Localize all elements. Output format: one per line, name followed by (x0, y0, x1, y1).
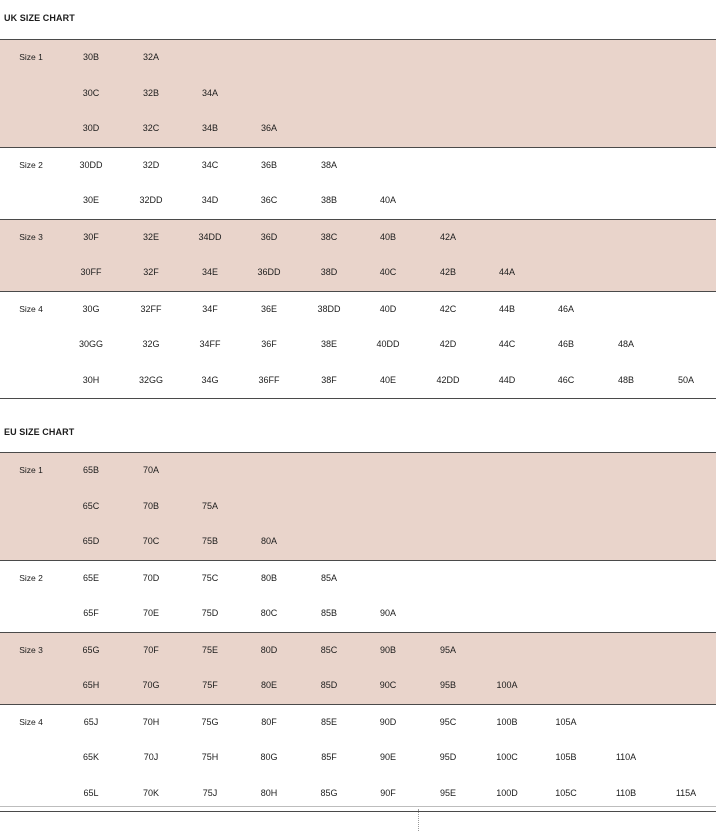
size-cell: 34D (201, 195, 219, 205)
size-group (0, 452, 716, 560)
size-cell: 40DD (376, 339, 400, 349)
size-cell: 42DD (436, 374, 460, 385)
size-cell: 38F (321, 374, 337, 385)
table-row (0, 453, 716, 489)
size-cell: 44B (498, 303, 516, 314)
table-row (0, 148, 716, 184)
size-group (0, 291, 716, 399)
size-cell: 80F (261, 716, 277, 727)
size-cell: 70J (143, 752, 159, 762)
size-cell: 65C (82, 500, 100, 511)
size-cell: 32E (142, 231, 160, 242)
eu-size-table (0, 452, 716, 812)
uk-chart-title: UK SIZE CHART (4, 13, 75, 23)
size-cell: 38B (320, 195, 338, 205)
size-group-label: Size 2 (19, 572, 43, 583)
size-cell: 85A (320, 572, 338, 583)
size-cell: 70G (142, 680, 160, 690)
size-group (0, 632, 716, 704)
size-cell: 42A (439, 231, 457, 242)
size-cell: 70D (142, 572, 160, 583)
size-group (0, 560, 716, 632)
size-cell: 85D (320, 680, 338, 690)
size-cell: 95C (439, 716, 457, 727)
size-cell: 95E (439, 787, 457, 798)
size-cell: 30GG (78, 339, 104, 349)
size-cell: 80G (260, 752, 278, 762)
size-cell: 70K (142, 787, 160, 798)
size-cell: 65K (82, 752, 100, 762)
size-cell: 36E (260, 303, 278, 314)
size-cell: 36DD (257, 267, 281, 277)
size-cell: 32GG (138, 374, 164, 385)
table-row (0, 292, 716, 328)
table-row (0, 220, 716, 256)
size-cell: 30G (82, 303, 100, 314)
size-cell: 85C (320, 644, 338, 655)
size-group (0, 219, 716, 291)
table-row (0, 489, 716, 525)
size-cell: 100A (496, 680, 518, 690)
size-group-label: Size 2 (19, 159, 43, 170)
size-cell: 30FF (80, 267, 102, 277)
size-cell: 80D (260, 644, 278, 655)
size-cell: 34A (201, 87, 219, 98)
size-cell: 34C (201, 159, 219, 170)
size-cell: 48B (617, 374, 635, 385)
size-cell: 34DD (198, 231, 222, 242)
table-bottom-border (0, 398, 716, 399)
size-cell: 36FF (258, 374, 280, 385)
size-cell: 36C (260, 195, 278, 205)
size-group-label: Size 4 (19, 716, 43, 727)
size-cell: 100B (496, 716, 518, 727)
size-cell: 34F (202, 303, 218, 314)
size-cell: 42D (439, 339, 457, 349)
size-cell: 44D (498, 374, 516, 385)
size-cell: 65F (83, 608, 99, 618)
size-cell: 38D (320, 267, 338, 277)
size-cell: 38DD (317, 303, 341, 314)
size-cell: 80B (260, 572, 278, 583)
size-cell: 70A (142, 465, 160, 475)
size-group (0, 147, 716, 219)
size-cell: 110A (615, 752, 637, 762)
size-cell: 75G (201, 716, 219, 727)
table-row (0, 327, 716, 363)
size-cell: 36D (260, 231, 278, 242)
size-group-label: Size 3 (19, 644, 43, 655)
size-cell: 30D (82, 123, 100, 133)
size-cell: 115A (675, 787, 697, 798)
size-cell: 32D (142, 159, 160, 170)
size-group-label: Size 3 (19, 231, 43, 242)
size-cell: 70C (142, 536, 160, 546)
size-cell: 48A (617, 339, 635, 349)
table-row (0, 740, 716, 776)
size-cell: 90B (379, 644, 397, 655)
size-cell: 70B (142, 500, 160, 511)
table-row (0, 76, 716, 112)
size-cell: 85F (321, 752, 337, 762)
size-cell: 90C (379, 680, 397, 690)
size-cell: 65H (82, 680, 100, 690)
size-cell: 105C (555, 787, 577, 798)
size-cell: 46C (557, 374, 575, 385)
size-cell: 105A (555, 716, 577, 727)
table-row (0, 363, 716, 399)
size-cell: 36F (261, 339, 277, 349)
size-cell: 90F (380, 787, 396, 798)
table-row (0, 668, 716, 704)
size-cell: 50A (677, 374, 695, 385)
size-cell: 40E (379, 374, 397, 385)
size-cell: 38C (320, 231, 338, 242)
size-cell: 40B (379, 231, 397, 242)
size-cell: 30DD (79, 159, 103, 170)
size-cell: 75A (201, 500, 219, 511)
table-row (0, 633, 716, 669)
size-cell: 70E (142, 608, 160, 618)
size-cell: 85G (320, 787, 338, 798)
size-cell: 80H (260, 787, 278, 798)
size-cell: 95D (439, 752, 457, 762)
size-cell: 44A (498, 267, 516, 277)
size-cell: 30B (82, 52, 100, 62)
size-cell: 34E (201, 267, 219, 277)
size-cell: 42B (439, 267, 457, 277)
size-cell: 32FF (140, 303, 162, 314)
footer-divider (0, 806, 716, 807)
size-cell: 38A (320, 159, 338, 170)
size-cell: 32B (142, 87, 160, 98)
size-cell: 85B (320, 608, 338, 618)
size-cell: 46B (557, 339, 575, 349)
size-cell: 65G (82, 644, 100, 655)
size-cell: 75B (201, 536, 219, 546)
table-row (0, 255, 716, 291)
size-cell: 75J (202, 787, 218, 798)
size-cell: 32F (143, 267, 159, 277)
table-row (0, 111, 716, 147)
size-cell: 30C (82, 87, 100, 98)
table-row (0, 705, 716, 741)
size-cell: 32C (142, 123, 160, 133)
size-cell: 65D (82, 536, 100, 546)
size-group-label: Size 1 (19, 465, 43, 475)
size-cell: 105B (555, 752, 577, 762)
size-cell: 65L (83, 787, 99, 798)
size-cell: 80A (260, 536, 278, 546)
size-cell: 30H (82, 374, 100, 385)
size-cell: 85E (320, 716, 338, 727)
size-cell: 80C (260, 608, 278, 618)
size-cell: 95A (439, 644, 457, 655)
size-group (0, 39, 716, 147)
size-cell: 38E (320, 339, 338, 349)
size-cell: 40D (379, 303, 397, 314)
size-group-label: Size 4 (19, 303, 43, 314)
size-cell: 46A (557, 303, 575, 314)
size-cell: 100D (496, 787, 518, 798)
table-row (0, 561, 716, 597)
uk-size-table (0, 39, 716, 399)
size-cell: 70H (142, 716, 160, 727)
size-cell: 30E (82, 195, 100, 205)
size-cell: 65J (83, 716, 99, 727)
size-cell: 90E (379, 752, 397, 762)
table-row (0, 40, 716, 76)
size-cell: 75F (202, 680, 218, 690)
eu-chart-title: EU SIZE CHART (4, 427, 75, 437)
size-group-label: Size 1 (19, 52, 43, 62)
table-row (0, 596, 716, 632)
size-cell: 65B (82, 465, 100, 475)
size-cell: 75E (201, 644, 219, 655)
size-cell: 40C (379, 267, 397, 277)
table-row (0, 183, 716, 219)
size-cell: 36B (260, 159, 278, 170)
size-cell: 34G (201, 374, 219, 385)
size-cell: 75D (201, 608, 219, 618)
size-cell: 44C (498, 339, 516, 349)
size-cell: 95B (439, 680, 457, 690)
table-bottom-border (0, 811, 716, 812)
size-cell: 100C (496, 752, 518, 762)
size-cell: 80E (260, 680, 278, 690)
size-cell: 32DD (139, 195, 163, 205)
size-cell: 32A (142, 52, 160, 62)
footer-tick (418, 809, 419, 831)
size-cell: 110B (615, 787, 637, 798)
table-row (0, 524, 716, 560)
size-cell: 90A (379, 608, 397, 618)
size-cell: 75H (201, 752, 219, 762)
size-cell: 90D (379, 716, 397, 727)
size-cell: 34FF (199, 339, 221, 349)
size-cell: 75C (201, 572, 219, 583)
size-cell: 32G (142, 339, 160, 349)
size-cell: 42C (439, 303, 457, 314)
size-group (0, 704, 716, 812)
size-cell: 40A (379, 195, 397, 205)
size-cell: 36A (260, 123, 278, 133)
size-cell: 30F (83, 231, 99, 242)
size-cell: 70F (143, 644, 159, 655)
size-cell: 34B (201, 123, 219, 133)
size-cell: 65E (82, 572, 100, 583)
